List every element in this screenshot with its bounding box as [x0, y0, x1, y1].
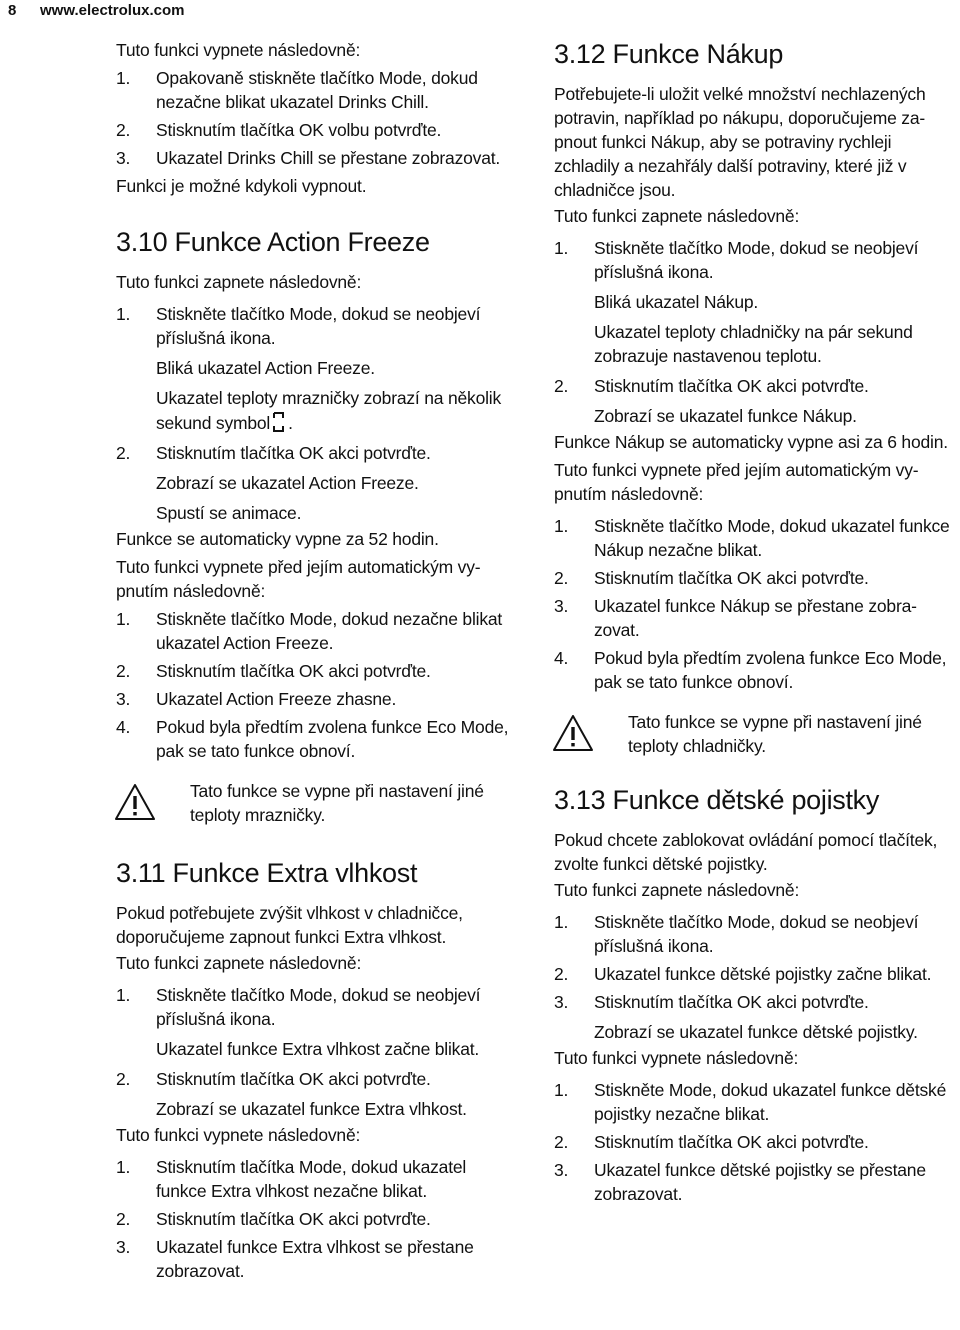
step-number: 1. — [116, 985, 131, 1005]
list-item — [116, 66, 516, 114]
warning-text: Tato funkce se vypne při nastavení jiné teploty chladničky. — [628, 712, 922, 756]
warning-text: Tato funkce se vypne při nastavení jiné teploty mrazničky. — [190, 781, 484, 825]
section-intro: Pokud potřebujete zvýšit vlhkost v chladničce, doporučujeme zapnout funkci Extra vlhkost. — [116, 903, 463, 947]
step-number: 3. — [116, 689, 131, 709]
step-note: Zobrazí se ukazatel funkce Extra vlhkost. — [156, 1099, 467, 1119]
step-note: Bliká ukazatel Nákup. — [594, 292, 759, 312]
step-number: 3. — [554, 1160, 569, 1180]
step-text: Stisknutím tlačítka OK akci potvrďte. — [594, 1132, 869, 1152]
list-item — [116, 983, 516, 1031]
step-text: Ukazatel funkce Extra vlhkost se přestane zobrazovat. — [156, 1237, 474, 1281]
step-text: Stisknutím tlačítka OK akci potvrďte. — [156, 1209, 431, 1229]
step-text: Stiskněte Mode, dokud ukazatel funkce dětské pojistky nezačne blikat. — [594, 1080, 947, 1124]
page-header — [0, 0, 960, 22]
step-number: 4. — [116, 717, 131, 737]
step-number: 1. — [116, 68, 131, 88]
step-text: Pokud byla předtím zvolena funkce Eco Mode, pak se tato funkce obnoví. — [156, 717, 509, 761]
step-text: Stiskněte tlačítko Mode, dokud se neobjeví příslušná ikona. — [156, 304, 481, 348]
list-item — [554, 374, 956, 398]
list-item — [116, 1235, 516, 1283]
step-note: Zobrazí se ukazatel funkce dětské pojistky. — [594, 1022, 918, 1042]
warning-note — [116, 779, 516, 827]
step-text: Stiskněte tlačítko Mode, dokud se neobjeví příslušná ikona. — [156, 985, 481, 1029]
section-intro: Pokud chcete zablokovat ovládání pomocí tlačítek, zvolte funkci dětské pojistky. — [554, 830, 938, 874]
list-item — [554, 1158, 956, 1206]
step-number: 3. — [554, 992, 569, 1012]
step-number: 2. — [116, 1069, 131, 1089]
list-item — [116, 1155, 516, 1203]
step-text: Stisknutím tlačítka OK akci potvrďte. — [156, 661, 431, 681]
off-label: Tuto funkci vypnete následovně: — [116, 1125, 361, 1145]
on-label: Tuto funkci zapnete následovně: — [116, 272, 362, 292]
list-item — [554, 566, 956, 590]
list-item — [116, 302, 516, 350]
step-text: Ukazatel Action Freeze zhasne. — [156, 689, 397, 709]
step-note: Zobrazí se ukazatel funkce Nákup. — [594, 406, 857, 426]
step-number: 4. — [554, 648, 569, 668]
on-label: Tuto funkci zapnete následovně: — [554, 880, 800, 900]
step-number: 2. — [116, 443, 131, 463]
step-number: 1. — [116, 1157, 131, 1177]
left-column — [116, 38, 516, 1287]
step-number: 2. — [116, 1209, 131, 1229]
step-note: Ukazatel funkce Extra vlhkost začne blikat. — [156, 1039, 480, 1059]
list-item — [116, 146, 516, 170]
auto-off-text: Funkce Nákup se automaticky vypne asi za 6 hodin. — [554, 432, 948, 452]
list-item — [554, 594, 956, 642]
step-text: Stiskněte tlačítko Mode, dokud ukazatel funkce Nákup nezačne blikat. — [594, 516, 950, 560]
intro-steps — [116, 66, 516, 170]
warning-triangle-icon — [552, 714, 594, 752]
list-item — [554, 646, 956, 694]
section-title-3-11: 3.11 Funkce Extra vlhkost — [116, 858, 418, 888]
list-item — [116, 607, 516, 655]
step-text: Stisknutím tlačítka OK akci potvrďte. — [156, 1069, 431, 1089]
step-text: Ukazatel funkce dětské pojistky začne blikat. — [594, 964, 932, 984]
step-number: 2. — [554, 964, 569, 984]
step-text: Stisknutím tlačítka OK akci potvrďte. — [156, 443, 431, 463]
section-title-3-10: 3.10 Funkce Action Freeze — [116, 227, 430, 257]
step-note-end: . — [288, 413, 293, 433]
warning-note — [554, 710, 956, 758]
list-item — [554, 990, 956, 1014]
step-text: Stisknutím tlačítka OK akci potvrďte. — [594, 376, 869, 396]
step-number: 2. — [116, 120, 131, 140]
step-text: Stiskněte tlačítko Mode, dokud se neobjeví příslušná ikona. — [594, 238, 919, 282]
list-item — [554, 1078, 956, 1126]
step-number: 3. — [116, 148, 131, 168]
section-title-3-13: 3.13 Funkce dětské pojistky — [554, 785, 880, 815]
right-column — [554, 38, 956, 1210]
step-number: 1. — [554, 1080, 569, 1100]
step-note-text: Ukazatel teploty mrazničky zobrazí na několik sekund symbol — [156, 388, 502, 433]
list-item — [116, 118, 516, 142]
list-item — [554, 1130, 956, 1154]
list-item — [116, 1067, 516, 1091]
step-number: 1. — [116, 609, 131, 629]
list-item — [116, 687, 516, 711]
website-url: www.electrolux.com — [40, 2, 185, 19]
warning-triangle-icon — [114, 783, 156, 821]
list-item — [116, 441, 516, 465]
step-number: 1. — [554, 516, 569, 536]
list-item — [554, 910, 956, 958]
step-number: 3. — [554, 596, 569, 616]
on-label: Tuto funkci zapnete následovně: — [554, 206, 800, 226]
list-item — [554, 236, 956, 284]
intro-off-label: Tuto funkci vypnete následovně: — [116, 40, 361, 60]
auto-off-text: Funkce se automaticky vypne za 52 hodin. — [116, 529, 439, 549]
list-item — [554, 962, 956, 986]
step-text: Ukazatel funkce Nákup se přestane zobrazovat. — [594, 596, 917, 640]
section-intro: Potřebujete-li uložit velké množství nechlazených potravin, například po nákupu, doporučujeme zapnout funkci Nákup, aby se potraviny rychleji zchladily a nezahřály další potraviny, které již v chladničce jsou. — [554, 84, 926, 200]
step-number: 2. — [116, 661, 131, 681]
step-text: Ukazatel funkce dětské pojistky se přestane zobrazovat. — [594, 1160, 926, 1204]
step-number: 1. — [554, 238, 569, 258]
step-number: 3. — [116, 1237, 131, 1257]
step-note: Spustí se animace. — [156, 503, 302, 523]
list-item — [554, 514, 956, 562]
step-number: 2. — [554, 376, 569, 396]
on-label: Tuto funkci zapnete následovně: — [116, 953, 362, 973]
step-text: Stisknutím tlačítka OK akci potvrďte. — [594, 568, 869, 588]
step-text: Stiskněte tlačítko Mode, dokud nezačne blikat ukazatel Action Freeze. — [156, 609, 503, 653]
bracket-symbol-icon — [272, 410, 286, 434]
off-label: Tuto funkci vypnete následovně: — [554, 1048, 799, 1068]
step-note: Ukazatel teploty chladničky na pár sekund zobrazuje nastavenou teplotu. — [594, 322, 913, 366]
section-title-3-12: 3.12 Funkce Nákup — [554, 39, 784, 69]
step-number: 2. — [554, 568, 569, 588]
step-note: Bliká ukazatel Action Freeze. — [156, 358, 375, 378]
step-text: Stiskněte tlačítko Mode, dokud se neobjeví příslušná ikona. — [594, 912, 919, 956]
step-text: Pokud byla předtím zvolena funkce Eco Mode, pak se tato funkce obnoví. — [594, 648, 947, 692]
step-number: 1. — [116, 304, 131, 324]
list-item — [116, 659, 516, 683]
step-text: Ukazatel Drinks Chill se přestane zobrazovat. — [156, 148, 501, 168]
step-text: Stisknutím tlačítka OK akci potvrďte. — [594, 992, 869, 1012]
step-number: 1. — [554, 912, 569, 932]
list-item — [116, 1207, 516, 1231]
off-label: Tuto funkci vypnete před jejím automatickým vypnutím následovně: — [554, 460, 919, 504]
step-text: Stisknutím tlačítka Mode, dokud ukazatel funkce Extra vlhkost nezačne blikat. — [156, 1157, 467, 1201]
list-item — [116, 715, 516, 763]
off-label: Tuto funkci vypnete před jejím automatickým vypnutím následovně: — [116, 557, 481, 601]
step-number: 2. — [554, 1132, 569, 1152]
step-text: Opakovaně stiskněte tlačítko Mode, dokud nezačne blikat ukazatel Drinks Chill. — [156, 68, 478, 112]
step-note: Zobrazí se ukazatel Action Freeze. — [156, 473, 419, 493]
step-text: Stisknutím tlačítka OK volbu potvrďte. — [156, 120, 442, 140]
step-note — [116, 386, 516, 435]
page-number: 8 — [8, 2, 17, 19]
intro-end: Funkci je možné kdykoli vypnout. — [116, 176, 367, 196]
